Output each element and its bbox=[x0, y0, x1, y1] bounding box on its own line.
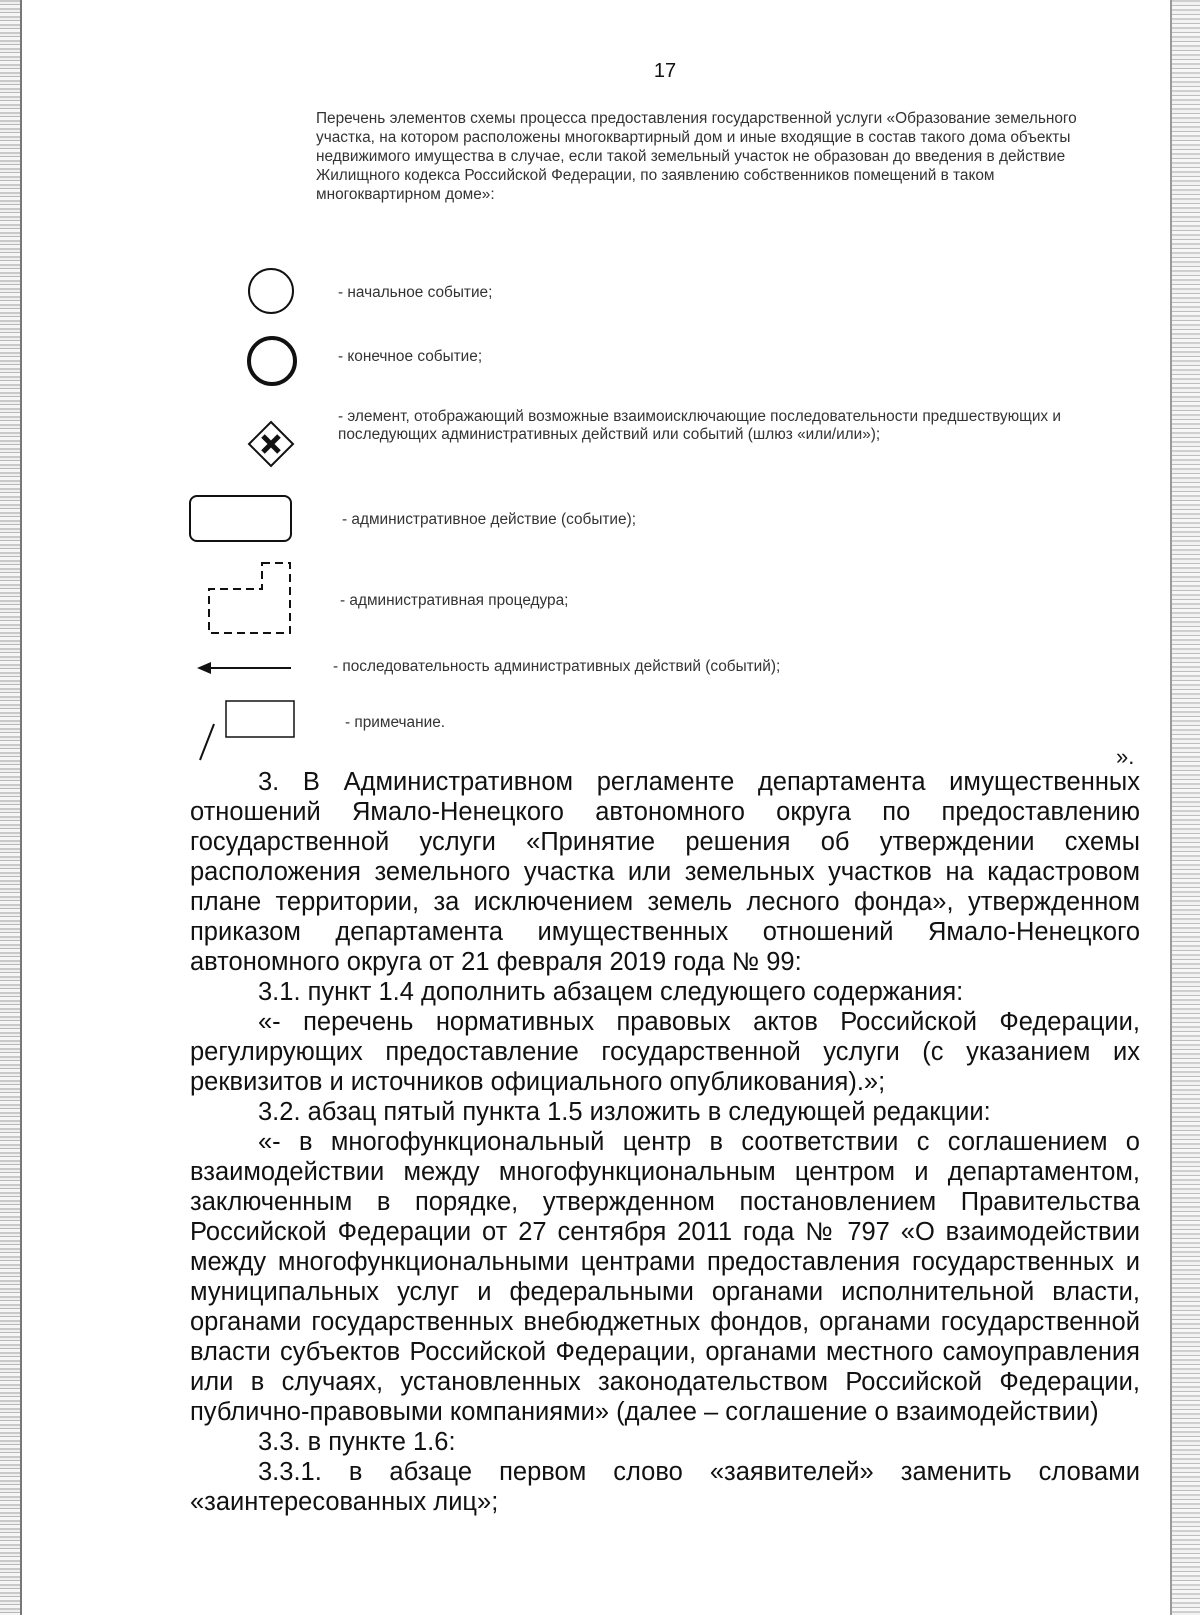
legend-label-annotation: - примечание. bbox=[345, 714, 446, 731]
legend-label-start-event: - начальное событие; bbox=[338, 284, 493, 301]
end-event-circle-icon bbox=[246, 335, 298, 392]
legend-label-action: - административное действие (событие); bbox=[342, 511, 636, 528]
paragraph-3-3: 3.3. в пункте 1.6: bbox=[258, 1428, 456, 1456]
paragraph-3-1: 3.1. пункт 1.4 дополнить абзацем следующего содержания: bbox=[258, 978, 964, 1006]
legend-label-end-event: - конечное событие; bbox=[338, 348, 483, 365]
paragraph-3-2: 3.2. абзац пятый пункта 1.5 изложить в следующей редакции: bbox=[258, 1098, 991, 1126]
document-body bbox=[190, 767, 1140, 1517]
paragraph-3-3-1: 3.3.1. в абзаце первом слово «заявителей» заменить словами «заинтересованных лиц»; bbox=[190, 1458, 1140, 1516]
dashed-procedure-icon bbox=[207, 561, 293, 640]
paragraph-3-2-text: «- в многофункциональный центр в соответствии с соглашением о взаимодействии между многофункциональным центром и департаментом, заключенным в порядке, утвержденном постановлением Правительства Российской Федерации от 27 сентября 2011 года № 797 «О взаимодействии между многофункциональными центрами предоставления государственных и муниципальных услуг и федеральными органами исполнительной власти, органами государственных внебюджетных фондов, органами государственной власти субъектов Российской Федерации, органами местного самоуправления или в случаях, установленных законодательством Российской Федерации, публично-правовыми компаниями» (далее – соглашение о взаимодействии) bbox=[190, 1128, 1140, 1426]
legend-title: Перечень элементов схемы процесса предоставления государственной услуги «Образование земельного участка, на котором расположены многоквартирный дом и иные входящие в состав такого дома объекты недвижимого имущества в случае, если такой земельный участок не образован до введения в действие Жилищного кодекса Российской Федерации, по заявлению собственников помещений в таком многоквартирном доме»: bbox=[316, 110, 1077, 203]
left-arrow-icon bbox=[197, 658, 293, 683]
start-event-circle-icon bbox=[247, 267, 295, 320]
closing-quote: ». bbox=[1116, 744, 1135, 769]
scan-edge-left bbox=[0, 0, 20, 1615]
scan-edge-right bbox=[1172, 0, 1200, 1615]
annotation-icon bbox=[196, 698, 296, 767]
paragraph-3-1-text: «- перечень нормативных правовых актов Российской Федерации, регулирующих предоставление государственной услуги (с указанием их реквизитов и источников официального опубликования).»; bbox=[190, 1008, 1140, 1096]
exclusive-gateway-icon bbox=[247, 420, 295, 473]
legend-label-sequence: - последовательность административных действий (событий); bbox=[333, 658, 781, 675]
scan-edge-line-left bbox=[20, 0, 22, 1615]
page-number: 17 bbox=[653, 60, 677, 82]
scan-edge-line-right bbox=[1170, 0, 1172, 1615]
legend-label-procedure: - административная процедура; bbox=[340, 592, 569, 609]
paragraph-3: 3. В Административном регламенте департамента имущественных отношений Ямало-Ненецкого автономного округа по предоставлению государственной услуги «Принятие решения об утверждении схемы расположения земельного участка или земельных участков на кадастровом плане территории, за исключением земель лесного фонда», утвержденном приказом департамента имущественных отношений Ямало-Ненецкого автономного округа от 21 февраля 2019 года № 99: bbox=[190, 768, 1140, 976]
legend-label-gateway: - элемент, отображающий возможные взаимоисключающие последовательности предшествующих и последующих административных действий или событий (шлюз «или/или»); bbox=[338, 408, 1061, 443]
rounded-rectangle-icon bbox=[189, 495, 293, 548]
